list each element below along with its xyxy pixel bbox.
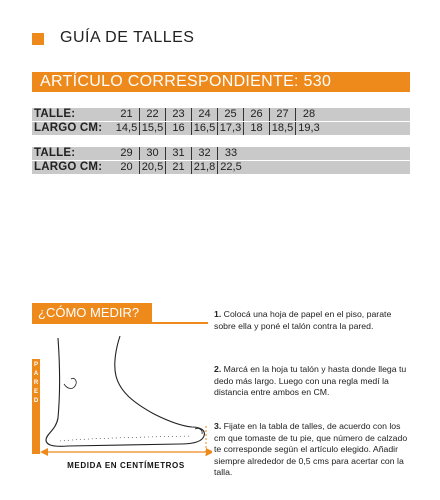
step-number: 3. xyxy=(214,421,222,431)
largo-cell: 15,5 xyxy=(140,122,166,135)
step-text: Marcá en la hoja tu talón y hasta donde llega tu dedo más largo. Luego con una regla medí la distancia entre ambos en CM. xyxy=(214,364,407,397)
largo-label: LARGO CM: xyxy=(34,161,103,173)
wall-label-letter: A xyxy=(33,371,39,377)
title-accent-square xyxy=(32,33,44,45)
largo-row xyxy=(32,161,410,174)
arrow-left-head xyxy=(40,448,48,456)
talle-cell: 24 xyxy=(192,108,218,121)
largo-cell: 20 xyxy=(114,161,140,174)
talle-cell: 27 xyxy=(270,108,296,121)
largo-row xyxy=(32,122,410,135)
page-title: GUÍA DE TALLES xyxy=(60,29,195,46)
largo-label: LARGO CM: xyxy=(34,122,103,134)
talle-cells xyxy=(114,108,322,121)
step-number: 2. xyxy=(214,364,222,374)
largo-cell: 17,3 xyxy=(218,122,244,135)
largo-cell: 21,8 xyxy=(192,161,218,174)
largo-cells xyxy=(114,122,322,135)
how-to-measure-title: ¿CÓMO MEDIR? xyxy=(32,303,152,323)
measure-label: MEDIDA EN CENTÍMETROS xyxy=(67,461,185,470)
talle-cell: 25 xyxy=(218,108,244,121)
wall-label-letter: E xyxy=(33,389,38,395)
talle-cell: 33 xyxy=(224,147,238,159)
step-text: Colocá una hoja de papel en el piso, parate sobre ella y poné el talón contra la pared. xyxy=(214,309,392,331)
talle-cell: 29 xyxy=(114,147,140,160)
step-3 xyxy=(214,421,414,479)
step-1 xyxy=(214,309,414,332)
article-banner: ARTÍCULO CORRESPONDIENTE: 530 xyxy=(32,72,410,92)
talle-cells xyxy=(114,147,244,160)
arrow-right-head xyxy=(206,448,212,456)
largo-cell: 21 xyxy=(166,161,192,174)
largo-cell: 16,5 xyxy=(192,122,218,135)
talle-cell: 28 xyxy=(302,108,316,120)
wall-label-letter: D xyxy=(33,398,39,404)
step-2 xyxy=(214,364,414,399)
largo-cell: 20,5 xyxy=(140,161,166,174)
sole-detail xyxy=(60,436,190,441)
talle-row xyxy=(32,147,410,160)
largo-cell: 22,5 xyxy=(220,161,242,173)
largo-cell: 18,5 xyxy=(270,122,296,135)
foot-outline xyxy=(46,336,204,446)
talle-cell: 31 xyxy=(166,147,192,160)
talle-cell: 22 xyxy=(140,108,166,121)
largo-cell: 16 xyxy=(166,122,192,135)
largo-cell: 19,3 xyxy=(298,122,320,134)
foot-illustration xyxy=(30,326,212,466)
talle-cell: 21 xyxy=(114,108,140,121)
talle-cell: 32 xyxy=(192,147,218,160)
largo-cells xyxy=(114,161,244,174)
talle-cell: 30 xyxy=(140,147,166,160)
step-text: Fijate en la tabla de talles, de acuerdo con los cm que tomaste de tu pie, que número de calzado te corresponde según el artículo elegido. Añadir siempre alrededor de 0,5 cms para acertar con la talla. xyxy=(214,421,408,477)
talle-cell: 26 xyxy=(244,108,270,121)
talle-cell: 23 xyxy=(166,108,192,121)
how-underline xyxy=(32,322,208,324)
largo-cell: 18 xyxy=(244,122,270,135)
talle-row xyxy=(32,108,410,121)
largo-cell: 14,5 xyxy=(114,122,140,135)
wall-label-letter: P xyxy=(33,362,38,368)
talle-label: TALLE: xyxy=(34,108,76,120)
step-number: 1. xyxy=(214,309,222,319)
talle-label: TALLE: xyxy=(34,147,76,159)
ankle-detail xyxy=(64,378,76,388)
wall-label-letter: R xyxy=(33,380,39,386)
